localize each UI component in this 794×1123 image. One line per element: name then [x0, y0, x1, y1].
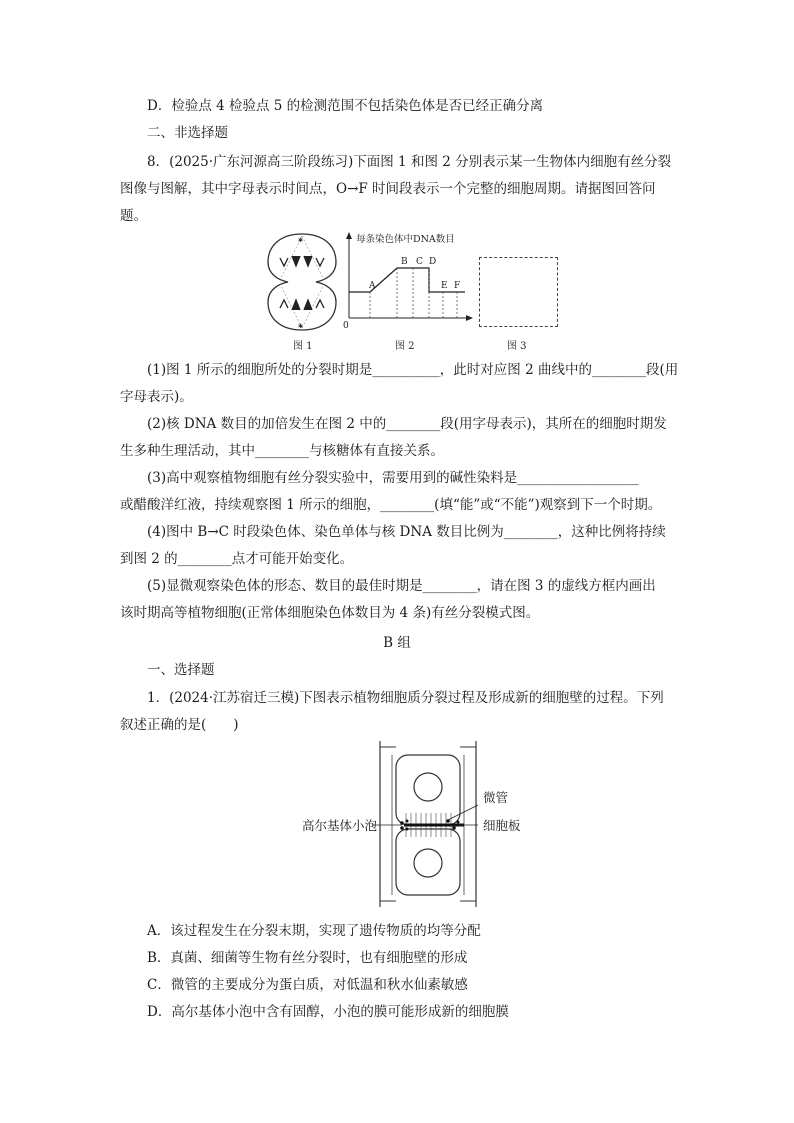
dna-curve — [349, 268, 465, 292]
label-microtubule: 微管 — [483, 790, 509, 805]
q8-part1-line1: (1)图 1 所示的细胞所处的分裂时期是__________，此时对应图 2 曲线中的________段(用 — [147, 362, 679, 378]
figure3-drawing-box[interactable] — [479, 257, 558, 327]
graph-origin: 0 — [343, 321, 349, 330]
point-label-d: D — [429, 257, 437, 267]
q8-part2-line2: 生多种生理活动，其中________与核糖体有直接关系。 — [120, 443, 444, 459]
q8-part4-line1: (4)图中 B→C 时段染色体、染色单体与核 DNA 数目比例为________，这种比例将持续 — [147, 524, 666, 540]
figure1-caption: 图 1 — [293, 341, 313, 352]
q8-stem-line1: 8．(2025·广东河源高三阶段练习)下面图 1 和图 2 分别表示某一生物体内细胞有丝分裂 — [147, 154, 672, 170]
x-axis-arrow-icon — [466, 315, 473, 321]
q1-option-d[interactable]: D．高尔基体小泡中含有固醇，小泡的膜可能形成新的细胞膜 — [147, 1004, 509, 1020]
point-label-c: C — [416, 257, 423, 267]
point-label-a: A — [369, 281, 376, 291]
group-b-heading: B 组 — [383, 635, 411, 651]
q1-stem-line2: 叙述正确的是( ) — [120, 717, 239, 733]
q8-part3-line2: 或醋酸洋红液，持续观察图 1 所示的细胞，________(填“能”或“不能”)观察到下一个时期。 — [120, 497, 662, 513]
q7-option-d: D．检验点 4 检验点 5 的检测范围不包括染色体是否已经正确分离 — [147, 98, 544, 114]
q8-part2-line1: (2)核 DNA 数目的加倍发生在图 2 中的________段(用字母表示)，其所在的细胞时期发 — [147, 416, 667, 432]
q1-option-c[interactable]: C．微管的主要成分为蛋白质，对低温和秋水仙素敏感 — [147, 977, 468, 993]
q8-stem-line3: 题。 — [120, 208, 147, 224]
figure2-caption: 图 2 — [395, 341, 415, 352]
graph-ylabel: 每条染色体中DNA数目 — [356, 234, 455, 245]
figure2-dna-graph — [340, 230, 475, 330]
point-label-b: B — [401, 257, 408, 267]
q8-part4-line2: 到图 2 的________点才可能开始变化。 — [120, 551, 354, 567]
point-label-e: E — [441, 281, 448, 291]
section-heading-nonchoice: 二、非选择题 — [147, 125, 228, 141]
q8-stem-line2: 图像与图解，其中字母表示时间点，O→F 时间段表示一个完整的细胞周期。请据图回答问 — [120, 181, 656, 197]
q8-part1-line2: 字母表示)。 — [120, 389, 193, 405]
figure1-dividing-cell — [262, 230, 342, 334]
svg-text:✱: ✱ — [298, 237, 304, 244]
q8-part5-line1: (5)显微观察染色体的形态、数目的最佳时期是________，请在图 3 的虚线方框内画出 — [147, 578, 656, 594]
q8-part3-line1: (3)高中观察植物细胞有丝分裂实验中，需要用到的碱性染料是__________________ — [147, 470, 639, 486]
q1-stem-line1: 1．(2024·江苏宿迁三模)下图表示植物细胞质分裂过程及形成新的细胞壁的过程。下列 — [147, 690, 664, 706]
point-label-f: F — [454, 281, 461, 291]
svg-text:✱: ✱ — [298, 323, 304, 330]
q8-part5-line2: 该时期高等植物细胞(正常体细胞染色体数目为 4 条)有丝分裂模式图。 — [120, 605, 540, 621]
label-golgi-vesicle: 高尔基体小泡 — [302, 818, 378, 833]
y-axis-arrow-icon — [346, 232, 352, 239]
section-heading-choice: 一、选择题 — [147, 662, 215, 678]
q1-option-b[interactable]: B．真菌、细菌等生物有丝分裂时，也有细胞壁的形成 — [147, 950, 468, 966]
figure3-caption: 图 3 — [507, 341, 527, 352]
q1-option-a[interactable]: A．该过程发生在分裂末期，实现了遗传物质的均等分配 — [147, 923, 481, 939]
label-cell-plate: 细胞板 — [483, 818, 521, 833]
